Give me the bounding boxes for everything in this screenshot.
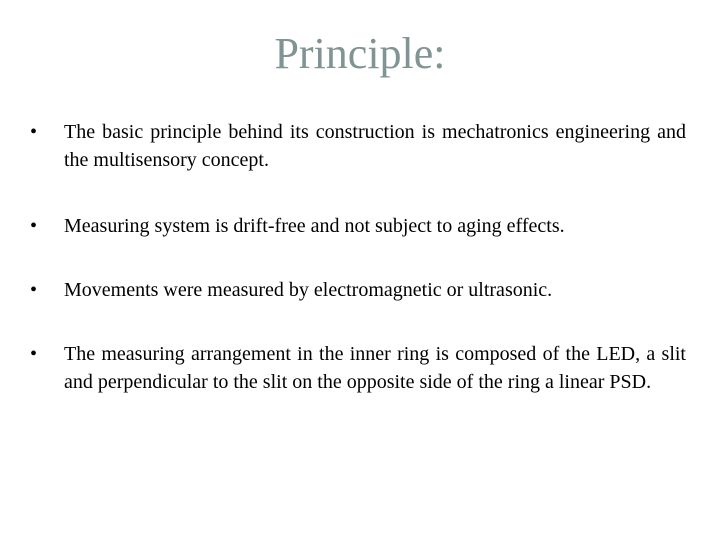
bullet-list [30,118,686,434]
bullet-text: The basic principle behind its construction is mechatronics engineering and the multisensory concept. [64,121,686,171]
slide-title: Principle: [274,29,446,78]
bullet-item [30,118,686,174]
bullet-icon: • [30,343,38,365]
bullet-icon: • [30,279,38,301]
bullet-item [30,212,686,240]
bullet-text: The measuring arrangement in the inner ring is composed of the LED, a slit and perpendicular to the slit on the opposite side of the ring a linear PSD. [64,343,686,393]
bullet-icon: • [30,121,38,143]
bullet-text: Movements were measured by electromagnetic or ultrasonic. [64,279,553,301]
bullet-icon: • [30,215,38,237]
bullet-item [30,276,686,304]
bullet-text: Measuring system is drift-free and not subject to aging effects. [64,215,565,237]
bullet-item [30,340,686,396]
